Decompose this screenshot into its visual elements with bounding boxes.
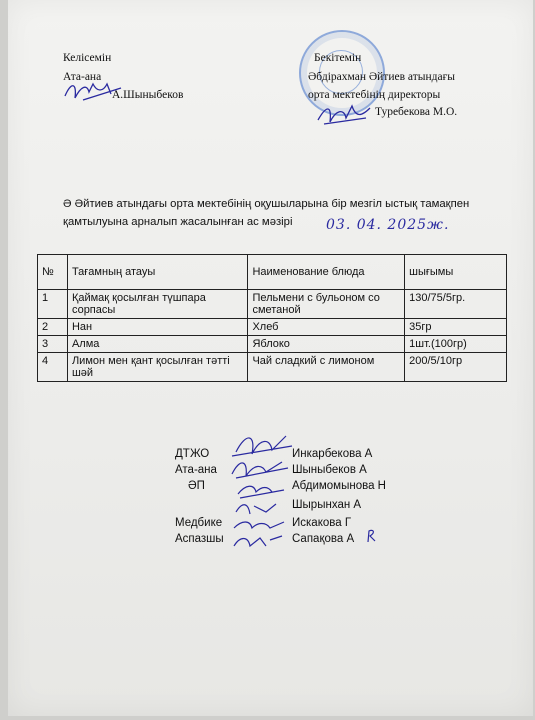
signatory-role: ӘП (188, 480, 205, 492)
approval-right-name: Туребекова М.О. (375, 106, 458, 118)
approval-right-school: Әбдірахман Әйтиев атындағы (308, 71, 456, 83)
cell-dish-kz: Қаймақ қосылған түшпара сорпасы (67, 290, 247, 319)
cell-yield: 35гр (405, 319, 507, 336)
signatory-role: Медбике (175, 517, 223, 529)
cell-number: 4 (38, 353, 68, 382)
header-yield: шығымы (405, 255, 507, 290)
signatory-name: Шыныбеков А (292, 464, 367, 476)
signatory-name: Сапақова А (292, 533, 355, 545)
menu-table (37, 254, 507, 382)
table-row (38, 319, 507, 336)
document-page (8, 0, 533, 716)
cell-yield: 1шт.(100гр) (405, 336, 507, 353)
approval-right-label: Бекітемін (314, 52, 362, 64)
cell-dish-ru: Пельмени с бульоном со сметаной (248, 290, 405, 319)
cell-dish-ru: Хлеб (248, 319, 405, 336)
header-dish-kz: Тағамның атауы (67, 255, 247, 290)
cell-dish-ru: Яблоко (248, 336, 405, 353)
signatory-role: Аспазшы (175, 533, 224, 545)
menu-title-line1: Ә Әйтиев атындағы орта мектебінің оқушыларына бір мезгіл ыстық тамақпен (63, 198, 470, 210)
parent-signature (63, 78, 123, 104)
cell-dish-kz: Алма (67, 336, 247, 353)
approval-left-label: Келісемін (63, 52, 112, 64)
signatory-role: Ата-ана (175, 464, 217, 476)
handwritten-date: 03. 04. 2025ж. (326, 217, 450, 233)
cell-number: 3 (38, 336, 68, 353)
signatory-name: Абдимомынова Н (292, 480, 386, 492)
table-header-row (38, 255, 507, 290)
cook-initial (364, 528, 380, 544)
cell-number: 1 (38, 290, 68, 319)
signatory-name: Инкарбекова А (292, 448, 373, 460)
menu-title-line2: қамтылуына арналып жасалынған ас мәзірі (63, 216, 293, 228)
director-signature (314, 100, 374, 128)
signatory-role: ДТЖО (175, 448, 210, 460)
signatory-name: Искакова Г (292, 517, 352, 529)
approval-right-role: орта мектебінің директоры (308, 89, 441, 101)
cell-number: 2 (38, 319, 68, 336)
signatures-scribbles (226, 428, 298, 558)
signatory-name: Шырынхан А (292, 499, 362, 511)
approval-left-role: Ата-ана (63, 71, 102, 83)
cell-dish-kz: Нан (67, 319, 247, 336)
cell-dish-ru: Чай сладкий с лимоном (248, 353, 405, 382)
table-row (38, 336, 507, 353)
cell-yield: 130/75/5гр. (405, 290, 507, 319)
header-dish-ru: Наименование блюда (248, 255, 405, 290)
table-row (38, 290, 507, 319)
header-number: № (38, 255, 68, 290)
cell-dish-kz: Лимон мен қант қосылған тәтті шәй (67, 353, 247, 382)
table-row (38, 353, 507, 382)
approval-left-name: А.Шыныбеков (112, 89, 184, 101)
cell-yield: 200/5/10гр (405, 353, 507, 382)
